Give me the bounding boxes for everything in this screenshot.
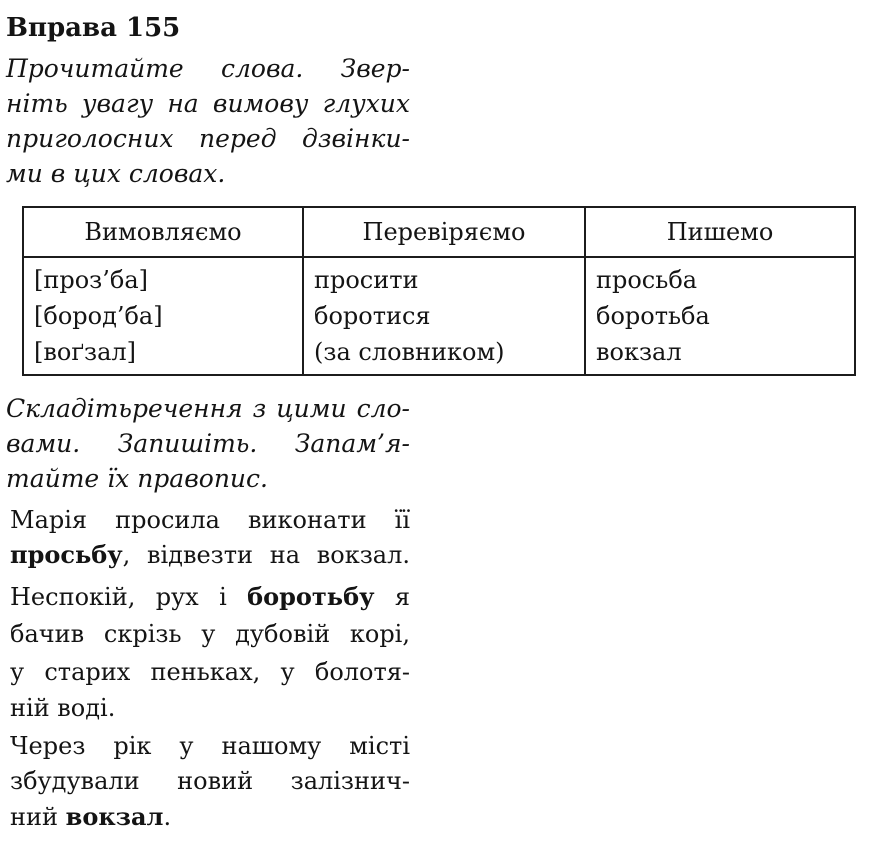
pronounce-word: [проз’ба]	[34, 266, 149, 294]
write-word: боротьба	[596, 302, 710, 330]
sentence-1-line-1: Марія просила виконати її	[10, 506, 410, 534]
header-pronounce: Вимовляємо	[23, 207, 303, 257]
sentence-text: , відвезти на вокзал.	[122, 541, 410, 569]
check-word: (за словником)	[314, 338, 505, 366]
highlighted-word: боротьбу	[247, 582, 375, 611]
instruction-line-2: ніть увагу на вимову глухих	[6, 89, 410, 118]
sentence-3-line-3	[10, 801, 410, 833]
pronounce-cell	[23, 257, 303, 375]
table-row	[23, 257, 855, 375]
sentence-3-line-2: збудували новий залізнич-	[10, 767, 410, 795]
sentence-text: Неспокій, рух і	[10, 583, 227, 611]
task-line-1: Складітьречення з цими сло-	[6, 394, 410, 423]
header-check: Перевіряємо	[303, 207, 585, 257]
table-header-row	[23, 207, 855, 257]
sentence-2-line-1	[10, 581, 410, 613]
instruction-line-3: приголосних перед дзвінки-	[6, 124, 410, 153]
write-word: вокзал	[596, 338, 682, 366]
highlighted-word: просьбу	[10, 540, 123, 569]
pronounce-word: [воґзал]	[34, 338, 137, 366]
pronounce-word: [бород’ба]	[34, 302, 163, 330]
sentence-1-line-2	[10, 539, 410, 571]
header-write: Пишемо	[585, 207, 855, 257]
task-line-3: тайте їх правопис.	[6, 464, 268, 493]
sentence-2-line-3: у старих пеньках, у болотя-	[10, 658, 410, 686]
sentence-text: я	[394, 583, 410, 611]
highlighted-word: вокзал	[65, 802, 164, 831]
check-word: просити	[314, 266, 419, 294]
check-cell	[303, 257, 585, 375]
write-word: просьба	[596, 266, 698, 294]
words-table	[22, 206, 856, 376]
instruction-line-4: ми в цих словах.	[6, 159, 226, 188]
instruction-line-1: Прочитайте слова. Звер-	[6, 54, 410, 83]
task-line-2: вами. Запишіть. Запам’я-	[6, 429, 410, 458]
exercise-title: Вправа 155	[6, 13, 181, 43]
sentence-3-line-1: Через рік у нашому місті	[10, 732, 410, 760]
write-cell	[585, 257, 855, 375]
sentence-2-line-2: бачив скрізь у дубовій корі,	[10, 620, 410, 648]
sentence-text: .	[163, 803, 172, 831]
sentence-2-line-4: ній воді.	[10, 694, 116, 722]
sentence-text: ний	[10, 803, 58, 831]
check-word: боротися	[314, 302, 431, 330]
